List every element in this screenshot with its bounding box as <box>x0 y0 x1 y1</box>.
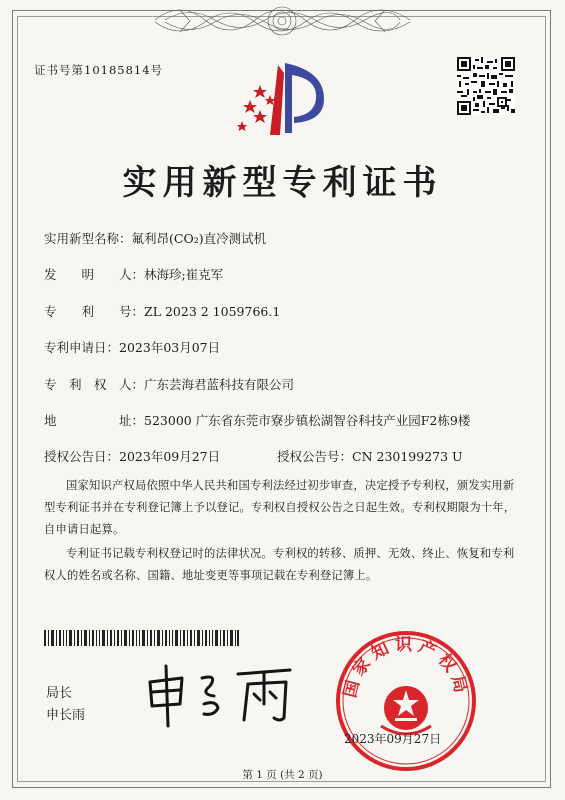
cnipa-logo-icon <box>230 55 330 145</box>
patent-number-label: 专 利 号： <box>44 304 145 319</box>
page-number: 第 1 页 (共 2 页) <box>242 769 323 781</box>
grant-statement-paragraph: 国家知识产权局依照中华人民共和国专利法经过初步审查，决定授予专利权，颁发实用新型专利证书并在专利登记簿上予以登记。专利权自授权公告之日起生效。专利权期限为十年，自申请日起算。 <box>44 479 516 536</box>
grant-number-label: 授权公告号： <box>277 449 353 464</box>
filing-date-row <box>44 338 220 356</box>
grant-number-row <box>277 447 463 465</box>
inventor-value: 林海珍;崔克军 <box>144 267 224 282</box>
patent-number-value: ZL 2023 2 1059766.1 <box>144 304 281 319</box>
inventor-row <box>44 265 223 283</box>
barcode-strip-icon <box>44 630 239 646</box>
patentee-label: 专 利 权 人： <box>44 377 145 392</box>
utility-model-name-label: 实用新型名称： <box>44 231 132 246</box>
grant-date-value: 2023年09月27日 <box>119 449 221 464</box>
utility-model-name-row <box>44 229 266 247</box>
director-title: 局长 <box>46 686 73 701</box>
guilloche-ornament-icon <box>150 0 415 40</box>
filing-date-value: 2023年03月07日 <box>119 340 221 355</box>
qr-code-icon <box>457 57 515 115</box>
director-name: 申长雨 <box>46 708 86 723</box>
patent-number-row <box>44 302 280 320</box>
grant-date-row <box>44 447 220 465</box>
legal-status-paragraph: 专利证书记载专利权登记时的法律状况。专利权的转移、质押、无效、终止、恢复和专利权人的姓名或名称、国籍、地址变更等事项记载在专利登记簿上。 <box>44 547 515 582</box>
certificate-title: 实用新型专利证书 <box>122 163 443 203</box>
filing-date-label: 专利申请日： <box>44 340 120 355</box>
official-seal-icon <box>335 630 477 772</box>
patentee-row <box>44 375 294 393</box>
grant-number-value: CN 230199273 U <box>352 449 463 464</box>
seal-text: 国家知识产权局 <box>340 635 472 700</box>
certificate-number: 证书号第10185814号 <box>34 63 164 77</box>
seal-date: 2023年09月27日 <box>344 732 442 746</box>
utility-model-name-value: 氟利昂(CO₂)直冷测试机 <box>131 231 267 246</box>
address-value: 523000 广东省东莞市寮步镇松湖智谷科技产业园F2栋9楼 <box>144 413 471 428</box>
director-signature-icon <box>140 660 310 730</box>
address-label: 地 址： <box>44 413 145 428</box>
address-row <box>44 411 470 429</box>
grant-date-label: 授权公告日： <box>44 449 120 464</box>
patentee-value: 广东芸海君蓝科技有限公司 <box>144 377 295 392</box>
inventor-label: 发 明 人： <box>44 267 145 282</box>
